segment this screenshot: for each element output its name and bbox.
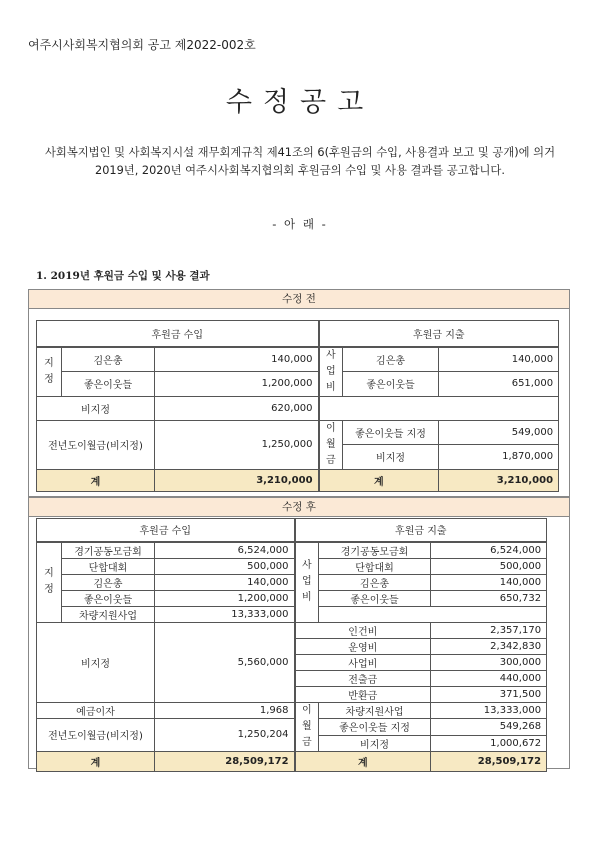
- income-label: 좋은이웃들: [62, 371, 155, 396]
- expense-total: 28,509,172: [431, 751, 547, 771]
- carry-label: 이 월 금: [295, 702, 319, 751]
- expense-amount: 2,342,830: [431, 638, 547, 654]
- expense-label: 좋은이웃들: [319, 590, 431, 606]
- after-table: [36, 518, 547, 772]
- expense-amount: 13,333,000: [431, 702, 547, 718]
- expense-label: 김은총: [343, 347, 439, 372]
- income-total: 28,509,172: [155, 751, 295, 771]
- expense-label: 비지정: [343, 445, 439, 470]
- notice-number: 여주시사회복지협의회 공고 제2022-002호: [28, 38, 256, 52]
- expense-amount: 549,268: [431, 718, 547, 735]
- expense-label: 차량지원사업: [319, 702, 431, 718]
- intro-text: [20, 144, 580, 180]
- expense-amount: 140,000: [439, 347, 559, 372]
- expense-total: 3,210,000: [439, 469, 559, 491]
- section-title: 1. 2019년 후원금 수입 및 사용 결과: [36, 270, 210, 282]
- income-label: 김은총: [62, 574, 155, 590]
- income-label: 전년도이월금(비지정): [37, 420, 155, 469]
- expense-amount: 1,870,000: [439, 445, 559, 470]
- income-amount: 5,560,000: [155, 622, 295, 702]
- expense-total-label: 계: [295, 751, 431, 771]
- expense-label: 반환금: [295, 686, 431, 702]
- expense-amount: 1,000,672: [431, 735, 547, 751]
- income-amount: 620,000: [155, 396, 319, 420]
- income-total-label: 계: [37, 469, 155, 491]
- after-expense-title: 후원금 지출: [295, 519, 547, 542]
- before-table: [36, 320, 559, 492]
- expense-label: 좋은이웃들: [343, 371, 439, 396]
- expense-label: 단합대회: [319, 558, 431, 574]
- expense-label: 좋은이웃들 지정: [343, 420, 439, 445]
- business-label: 사 업 비: [319, 347, 343, 397]
- income-amount: 140,000: [155, 574, 295, 590]
- expense-total-label: 계: [319, 469, 439, 491]
- income-amount: 500,000: [155, 558, 295, 574]
- income-label: 경기공동모금회: [62, 542, 155, 559]
- expense-amount: 2,357,170: [431, 622, 547, 638]
- before-header: 수정 전: [29, 290, 569, 309]
- designated-label: 지 정: [37, 347, 62, 397]
- income-amount: 140,000: [155, 347, 319, 372]
- expense-label: 좋은이웃들 지정: [319, 718, 431, 735]
- business-label: 사 업 비: [295, 542, 319, 623]
- expense-label: 경기공동모금회: [319, 542, 431, 559]
- expense-label: 비지정: [319, 735, 431, 751]
- carry-label: 이 월 금: [319, 420, 343, 469]
- income-label: 비지정: [37, 396, 155, 420]
- designated-label: 지 정: [37, 542, 62, 623]
- income-amount: 1,250,000: [155, 420, 319, 469]
- income-amount: 1,968: [155, 702, 295, 718]
- after-header: 수정 후: [29, 498, 569, 517]
- empty-cell: [319, 606, 547, 622]
- intro-line: 2019년, 2020년 여주시사회복지협의회 후원금의 수입 및 사용 결과를 공고합니다.: [95, 164, 505, 177]
- income-label: 예금이자: [37, 702, 155, 718]
- income-amount: 6,524,000: [155, 542, 295, 559]
- before-expense-title: 후원금 지출: [319, 321, 559, 347]
- page-title: 수정공고: [225, 87, 375, 118]
- income-label: 김은총: [62, 347, 155, 372]
- income-label: 차량지원사업: [62, 606, 155, 622]
- expense-amount: 549,000: [439, 420, 559, 445]
- expense-amount: 140,000: [431, 574, 547, 590]
- expense-amount: 500,000: [431, 558, 547, 574]
- expense-label: 김은총: [319, 574, 431, 590]
- income-total: 3,210,000: [155, 469, 319, 491]
- below-label: - 아 래 -: [272, 217, 328, 231]
- expense-amount: 440,000: [431, 670, 547, 686]
- income-amount: 13,333,000: [155, 606, 295, 622]
- income-amount: 1,250,204: [155, 718, 295, 751]
- expense-label: 인건비: [295, 622, 431, 638]
- after-income-title: 후원금 수입: [37, 519, 295, 542]
- income-label: 좋은이웃들: [62, 590, 155, 606]
- income-label: 단합대회: [62, 558, 155, 574]
- expense-amount: 300,000: [431, 654, 547, 670]
- before-income-title: 후원금 수입: [37, 321, 319, 347]
- income-label: 비지정: [37, 622, 155, 702]
- intro-line: 사회복지법인 및 사회복지시설 재무회계규칙 제41조의 6(후원금의 수입, 사용결과 보고 및 공개)에 의거: [45, 146, 555, 159]
- expense-label: 전출금: [295, 670, 431, 686]
- expense-amount: 6,524,000: [431, 542, 547, 559]
- expense-label: 사업비: [295, 654, 431, 670]
- expense-amount: 371,500: [431, 686, 547, 702]
- income-label: 전년도이월금(비지정): [37, 718, 155, 751]
- expense-amount: 651,000: [439, 371, 559, 396]
- income-total-label: 계: [37, 751, 155, 771]
- income-amount: 1,200,000: [155, 590, 295, 606]
- empty-cell: [319, 396, 559, 420]
- expense-label: 운영비: [295, 638, 431, 654]
- income-amount: 1,200,000: [155, 371, 319, 396]
- expense-amount: 650,732: [431, 590, 547, 606]
